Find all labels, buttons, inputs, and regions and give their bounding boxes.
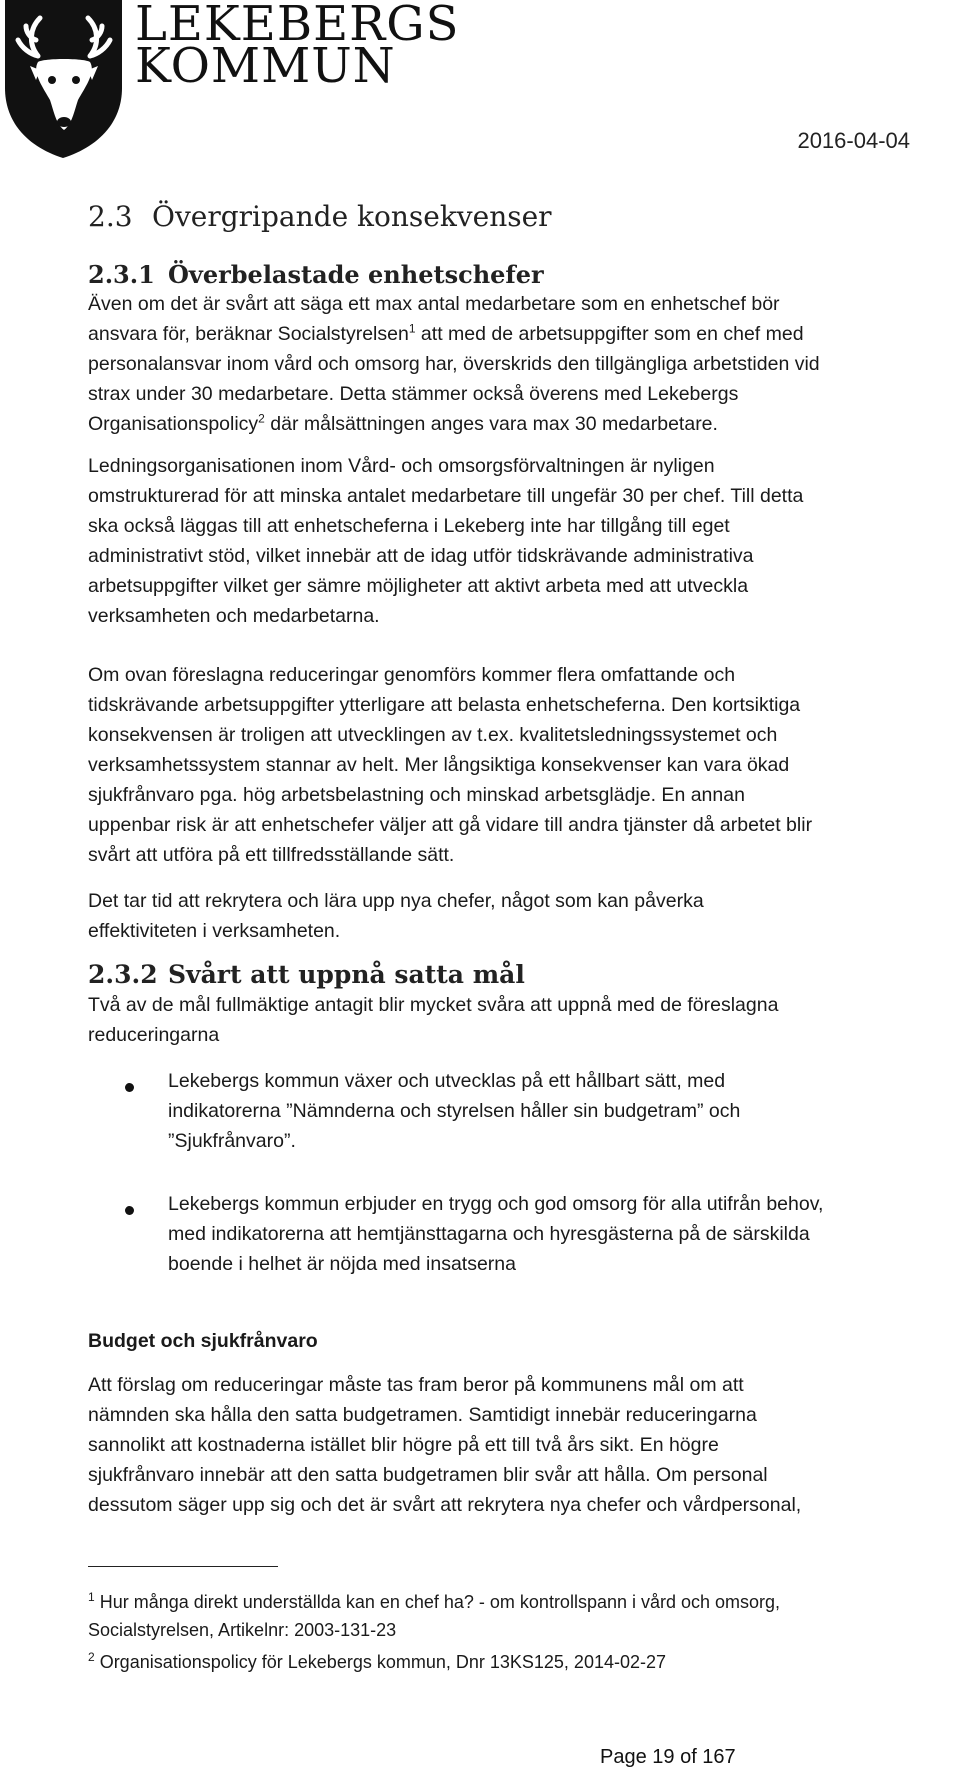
text-line: tidskrävande arbetsuppgifter ytterligare att belasta enhetscheferna. Den kortsiktiga	[88, 694, 801, 716]
text-line: Att förslag om reduceringar måste tas fram beror på kommunens mål om att	[88, 1374, 744, 1396]
text-line: verksamhetssystem stannar av helt. Mer långsiktiga konsekvenser kan vara ökad	[88, 754, 790, 776]
coat-of-arms-icon	[0, 0, 130, 160]
footnote-ref-1: 1	[408, 321, 416, 336]
logo-text-line1: LEKEBERGS	[135, 0, 460, 52]
text-line: sjukfrånvaro pga. hög arbetsbelastning och minskad arbetsglädje. En annan	[88, 784, 745, 806]
text-line	[88, 1648, 948, 1676]
text-line: verksamheten och medarbetarna.	[88, 605, 380, 627]
text-line: reduceringarna	[88, 1024, 220, 1046]
text-line: dessutom säger upp sig och det är svårt att rekrytera nya chefer och vårdpersonal,	[88, 1494, 802, 1516]
section-title: Övergripande konsekvenser	[152, 200, 552, 233]
paragraph-3	[88, 886, 958, 946]
document-date: 2016-04-04	[797, 128, 910, 153]
text-line: arbetsuppgifter vilket ger sämre möjligheter att aktivt arbeta med att utveckla	[88, 575, 749, 597]
subsection-number: 2.3.2	[88, 960, 158, 989]
text-line: boende i helhet är nöjda med insatserna	[168, 1253, 516, 1275]
text-line	[88, 319, 958, 349]
text-line: ska också läggas till att enhetscheferna i Lekeberg inte har tillgång till eget	[88, 515, 730, 537]
text-fragment: där målsättningen anges vara max 30 medarbetare.	[264, 413, 718, 435]
text-fragment: att med de arbetsuppgifter som en chef med	[415, 323, 804, 345]
subsection-heading-2	[88, 960, 525, 989]
paragraph-intro	[88, 990, 958, 1050]
footnote-1	[88, 1588, 948, 1644]
text-line: ”Sjukfrånvaro”.	[168, 1130, 296, 1152]
paragraph-1	[88, 289, 958, 631]
logo-text-line2: KOMMUN	[135, 38, 396, 94]
footnote-ref-2: 2	[258, 411, 265, 426]
text-fragment: Organisationspolicy	[88, 413, 259, 435]
municipality-logo	[0, 0, 460, 160]
text-line: indikatorerna ”Nämnderna och styrelsen håller sin budgetram” och	[168, 1100, 741, 1122]
subsection-title: Svårt att uppnå satta mål	[168, 960, 525, 989]
text-line: administrativt stöd, vilket innebär att de idag utför tidskrävande administrativa	[88, 545, 754, 567]
page-number: Page 19 of 167	[600, 1746, 736, 1768]
paragraph-budget	[88, 1370, 958, 1520]
text-line: Två av de mål fullmäktige antagit blir mycket svåra att uppnå med de föreslagna	[88, 994, 779, 1016]
text-line: sjukfrånvaro innebär att den satta budgetramen blir svår att hålla. Om personal	[88, 1464, 768, 1486]
text-line: Lekebergs kommun erbjuder en trygg och god omsorg för alla utifrån behov,	[168, 1193, 824, 1215]
footnote-mark: 1	[88, 1590, 95, 1604]
text-line: med indikatorerna att hemtjänsttagarna och hyresgästerna på de särskilda	[168, 1223, 810, 1245]
text-line: konsekvensen är troligen att utvecklingen av t.ex. kvalitetsledningssystemet och	[88, 724, 778, 746]
text-line: Lekebergs kommun växer och utvecklas på ett hållbart sätt, med	[168, 1070, 726, 1092]
subsection-title: Överbelastade enhetschefer	[168, 260, 544, 289]
text-line: Socialstyrelsen, Artikelnr: 2003-131-23	[88, 1620, 397, 1640]
list-item	[168, 1066, 958, 1156]
text-line: omstrukturerad för att minska antalet medarbetare till ungefär 30 per chef. Till detta	[88, 485, 804, 507]
text-fragment: Hur många direkt underställda kan en chef ha? - om kontrollspann i vård och omsorg,	[94, 1592, 781, 1612]
text-line	[88, 409, 958, 439]
text-line	[88, 1588, 948, 1616]
section-number: 2.3	[88, 200, 133, 233]
text-line: sannolikt att kostnaderna istället blir högre på ett till två års sikt. En högre	[88, 1434, 719, 1456]
text-line: svårt att utföra på ett tillfredsställande sätt.	[88, 844, 455, 866]
text-line: strax under 30 medarbetare. Detta stämmer också överens med Lekebergs	[88, 383, 739, 405]
paragraph-2	[88, 660, 958, 870]
bullet-icon	[125, 1206, 134, 1215]
footnote-mark: 2	[88, 1650, 95, 1664]
text-line: effektiviteten i verksamheten.	[88, 920, 341, 942]
text-line: Även om det är svårt att säga ett max antal medarbetare som en enhetschef bör	[88, 293, 780, 315]
text-line: Ledningsorganisationen inom Vård- och omsorgsförvaltningen är nyligen	[88, 455, 715, 477]
text-line: uppenbar risk är att enhetschefer väljer att gå vidare till andra tjänster då arbetet blir	[88, 814, 813, 836]
footnote-divider	[88, 1566, 278, 1567]
footnote-2	[88, 1648, 948, 1676]
text-fragment: Organisationspolicy för Lekebergs kommun, Dnr 13KS125, 2014-02-27	[94, 1652, 667, 1672]
text-fragment: ansvara för, beräknar Socialstyrelsen	[88, 323, 409, 345]
bullet-icon	[125, 1083, 134, 1092]
subsection-number: 2.3.1	[88, 260, 155, 289]
text-line: Om ovan föreslagna reduceringar genomförs kommer flera omfattande och	[88, 664, 736, 686]
text-line: nämnden ska hålla den satta budgetramen. Samtidigt innebär reduceringarna	[88, 1404, 757, 1426]
list-item	[168, 1189, 958, 1279]
subheading-budget: Budget och sjukfrånvaro	[88, 1330, 318, 1352]
text-line: personalansvar inom vård och omsorg har, överskrids den tillgängliga arbetstiden vid	[88, 353, 820, 375]
section-heading	[88, 200, 552, 233]
subsection-heading-1	[88, 260, 544, 289]
text-line: Det tar tid att rekrytera och lära upp nya chefer, något som kan påverka	[88, 890, 704, 912]
